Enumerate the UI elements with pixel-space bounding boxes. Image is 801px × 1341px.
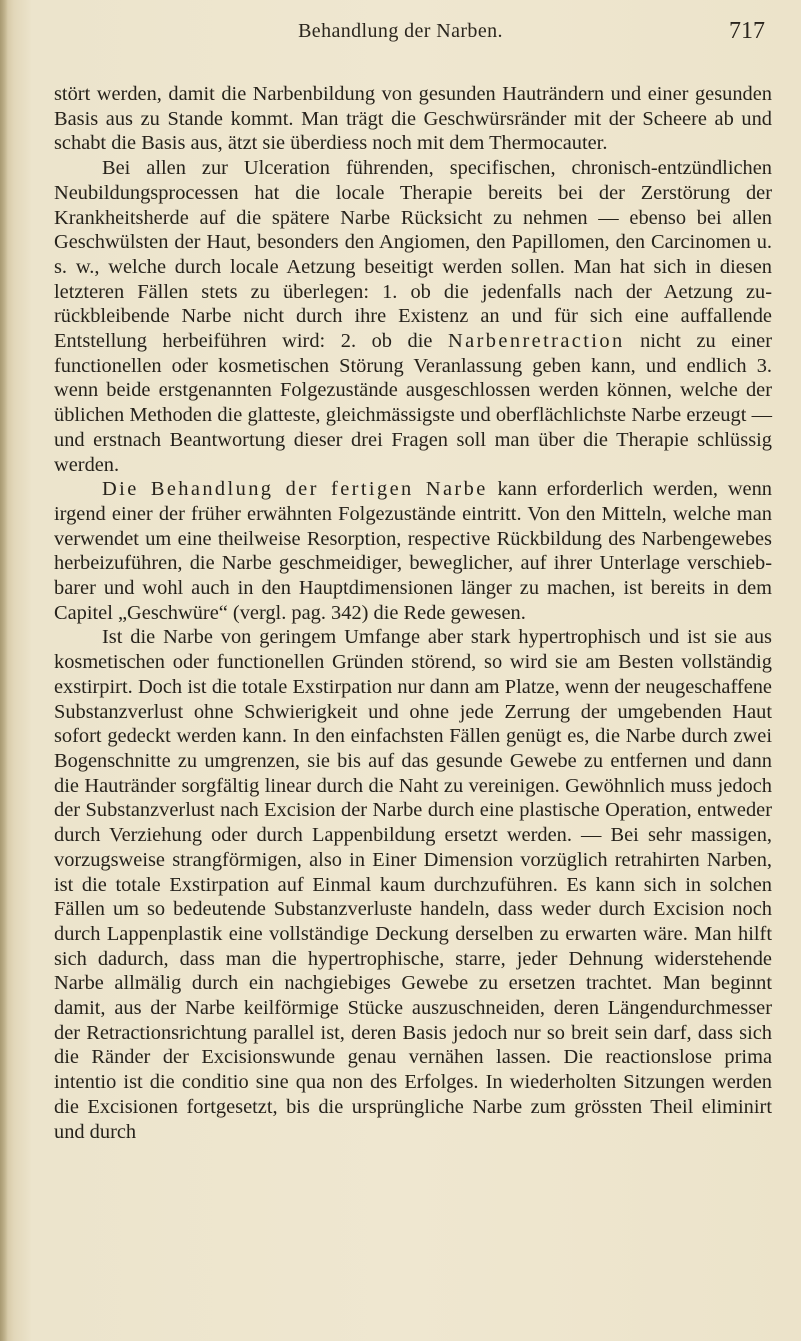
paragraph-treatment-of-scar: [54, 477, 772, 625]
spaced-emphasis: Narbenretraction: [448, 330, 625, 353]
binding-gutter: [0, 0, 8, 1341]
spaced-emphasis: Die Behandlung der fertigen Narbe: [102, 478, 488, 501]
paragraph-continuation: [54, 82, 772, 156]
paragraph-text: stört werden, damit die Narbenbildung von gesunden Hauträndern und einer gesunden Basis aus zu Stande kommt. Man trägt die Geschwürsränder mit der Scheere ab und schabt die Basis aus, ätzt sie überdiess noch mit dem Thermocauter.: [54, 83, 772, 155]
paragraph-text: Ist die Narbe von geringem Umfange aber stark hypertrophisch und ist sie aus kosmetischen oder functionellen Gründen störend, so wird sie am Besten vollständig exstirpirt. Doch ist die totale Exstirpation nur dann am Platze, wenn der neugeschaffene Substanzverlust ohne Schwierigkeit und ohne jede Zerrung der umgebenden Haut sofort gedeckt werden kann. In den einfachsten Fällen genügt es, die Narbe durch zwei Bogenschnitte zu umgrenzen, sie bis auf das gesunde Gewebe zu entfernen und dann die Hautränder sorgfältig linear durch die Naht zu vereinigen. Gewöhnlich muss jedoch der Substanzverlust nach Excision der Narbe durch eine plastische Operation, entweder durch Verziehung oder durch Lappenbildung ersetzt werden. — Bei sehr massigen, vorzugsweise strangförmigen, also in Einer Dimension vorzüglich retrahirten Narben, ist die totale Exstirpation auf Einmal kaum durchzuführen. Es kann sich in solchen Fällen um so bedeutende Substanzverluste handeln, dass weder durch Excision noch durch Lappenplastik eine vollständige Deckung derselben zu erwarten wäre. Man hilft sich dadurch, dass man die hypertrophische, starre, jeder Dehnung widerstehende Narbe allmälig durch ein nachgiebiges Gewebe zu ersetzen trachtet. Man beginnt damit, aus der Narbe keilförmige Stücke auszuschneiden, deren Längendurchmesser der Retractionsrichtung parallel ist, deren Basis jedoch nur so breit sein darf, dass sich die Ränder der Excisionswunde genau vernähen lassen. Die reactionslose prima intentio ist die conditio sine qua non des Erfolges. In wiederholten Sitzungen werden die Excisionen fortgesetzt, bis die ursprüngliche Narbe zum grössten Theil eliminirt und durch: [54, 626, 772, 1143]
paragraph-ulceration-therapy: [54, 156, 772, 477]
paragraph-text: kann erforderlich werden, wenn irgend einer der früher erwähnten Folgezustände eintritt. Von den Mitteln, welche man verwendet um eine theilweise Resorption, respective Rückbildung des Narbengewebes herbeizuführen, die Narbe geschmeidiger, beweglicher, auf ihrer Unterlage verschiebbarer und wohl auch in den Hauptdimensionen länger zu machen, ist bereits in dem Capitel „Geschwüre“ (vergl. pag. 342) die Rede gewesen.: [54, 478, 772, 624]
running-head: [0, 18, 801, 52]
running-title: Behandlung der Narben.: [298, 20, 503, 42]
paragraph-text: Bei allen zur Ulceration führenden, specifischen, chronisch-entzündlichen Neubildungsprocessen hat die locale Therapie bereits bei der Zerstörung der Krankheitsherde auf die spätere Narbe Rücksicht zu nehmen — ebenso bei allen Geschwülsten der Haut, besonders den Angiomen, den Papillomen, den Carcinomen u. s. w., welche durch locale Aetzung beseitigt werden sollen. Man hat sich in diesen letzteren Fällen stets zu überlegen: 1. ob die jedenfalls nach der Aetzung zurückbleibende Narbe nicht durch ihre Existenz an und für sich eine auffallende Entstellung herbeiführen wird: 2. ob die: [54, 157, 772, 353]
body-text: [54, 82, 772, 1144]
page-number: 717: [729, 18, 765, 44]
paragraph-text: nicht zu einer functionellen oder kosmetischen Störung Veranlassung geben kann, und endlich 3. wenn beide erstgenannten Folgezustände ausgeschlossen werden können, welche der üblichen Methoden die glatteste, gleichmässigste und oberflächlichste Narbe erzeugt — und erstnach Beantwortung dieser drei Fragen soll man über die Therapie schlüssig werden.: [54, 330, 772, 476]
paragraph-exstirpation: [54, 625, 772, 1144]
